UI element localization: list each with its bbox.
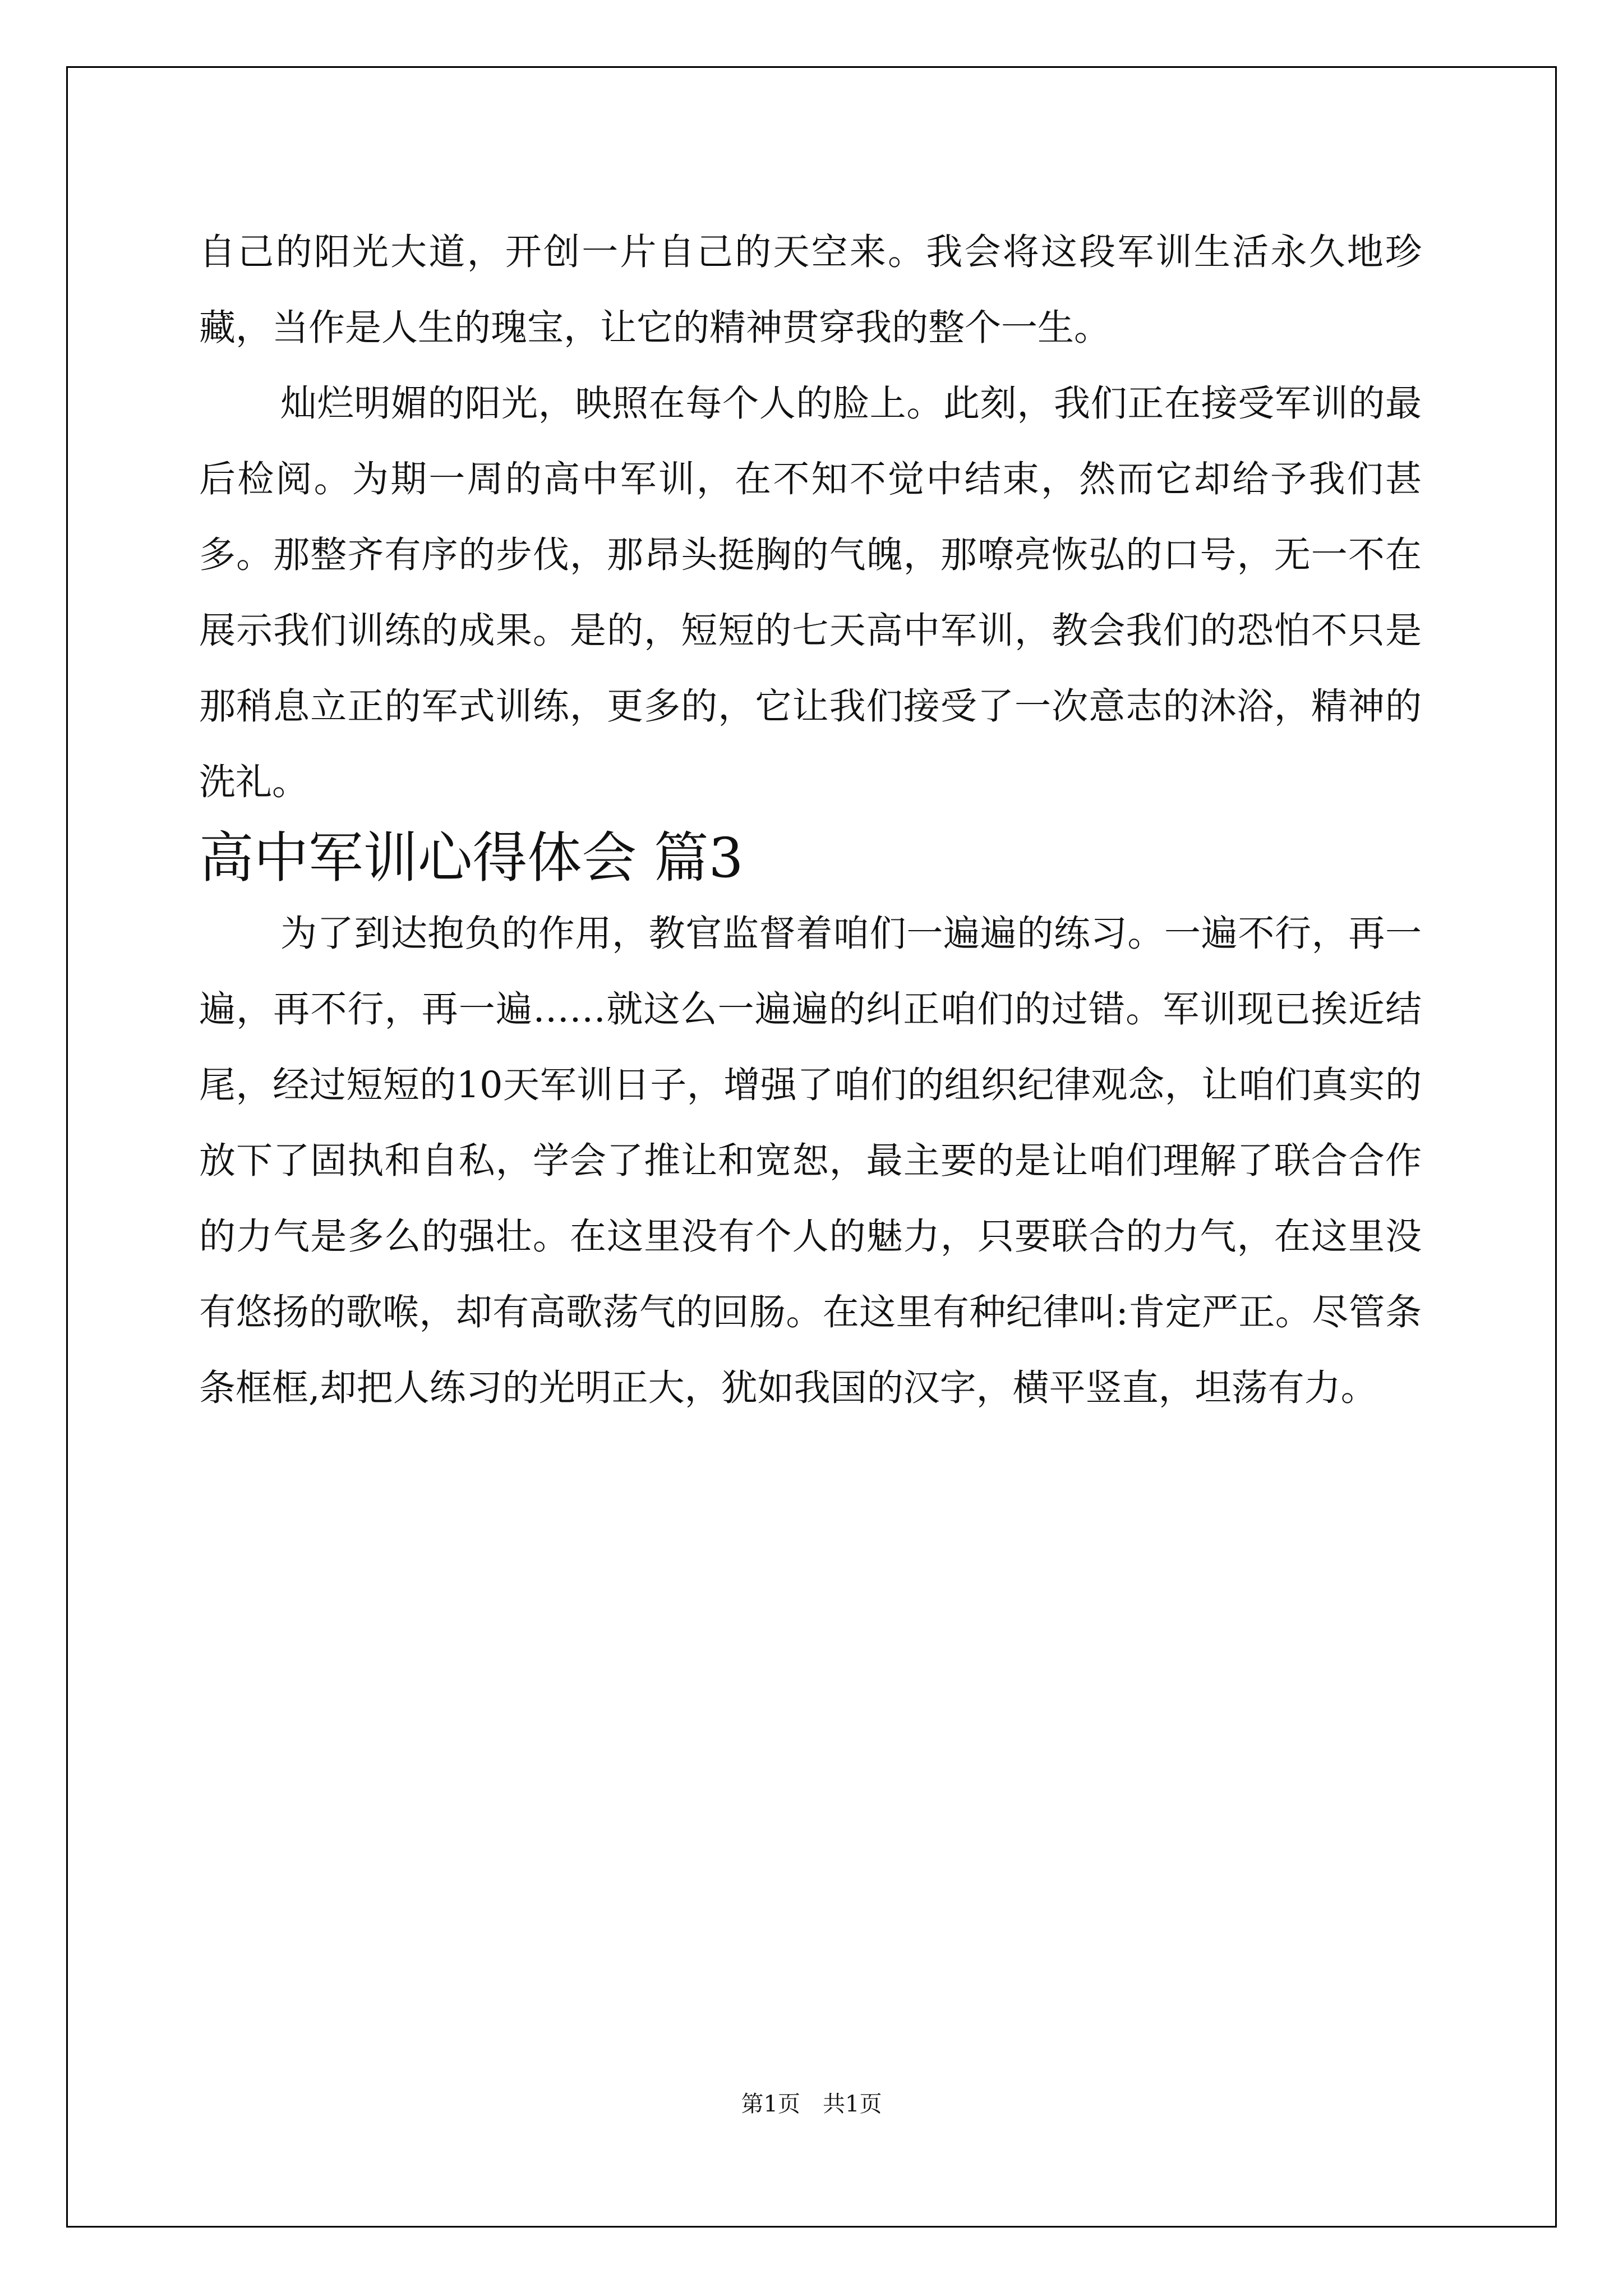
page-total: 共1页	[823, 2091, 882, 2117]
paragraph-section-3: 为了到达抱负的作用，教官监督着咱们一遍遍的练习。一遍不行，再一遍，再不行，再一遍……就这么一遍遍的纠正咱们的过错。军训现已挨近结尾，经过短短的10天军训日子，增强了咱们的组织纪律观念，让咱们真实的放下了固执和自私，学会了推让和宽恕，最主要的是让咱们理解了联合合作的力气是多么的强壮。在这里没有个人的魅力，只要联合的力气，在这里没有悠扬的歌喉，却有高歌荡气的回肠。在这里有种纪律叫:肯定严正。尽管条条框框,却把人练习的光明正大，犹如我国的汉字，横平竖直，坦荡有力。	[199, 913, 1422, 1409]
paragraph-military-review: 灿烂明媚的阳光，映照在每个人的脸上。此刻，我们正在接受军训的最后检阅。为期一周的高中军训，在不知不觉中结束，然而它却给予我们甚多。那整齐有序的步伐，那昂头挺胸的气魄，那嘹亮恢弘的口号，无一不在展示我们训练的成果。是的，短短的七天高中军训，教会我们的恐怕不只是那稍息立正的军式训练，更多的，它让我们接受了一次意志的沐浴，精神的洗礼。	[199, 383, 1422, 803]
section-heading: 高中军训心得体会 篇3	[199, 826, 744, 890]
document-body	[199, 214, 1422, 1426]
paragraph-continuation: 自己的阳光大道，开创一片自己的天空来。我会将这段军训生活永久地珍藏，当作是人生的瑰宝，让它的精神贯穿我的整个一生。	[199, 231, 1422, 349]
page-number: 第1页	[741, 2091, 800, 2117]
page-footer	[0, 2090, 1623, 2118]
